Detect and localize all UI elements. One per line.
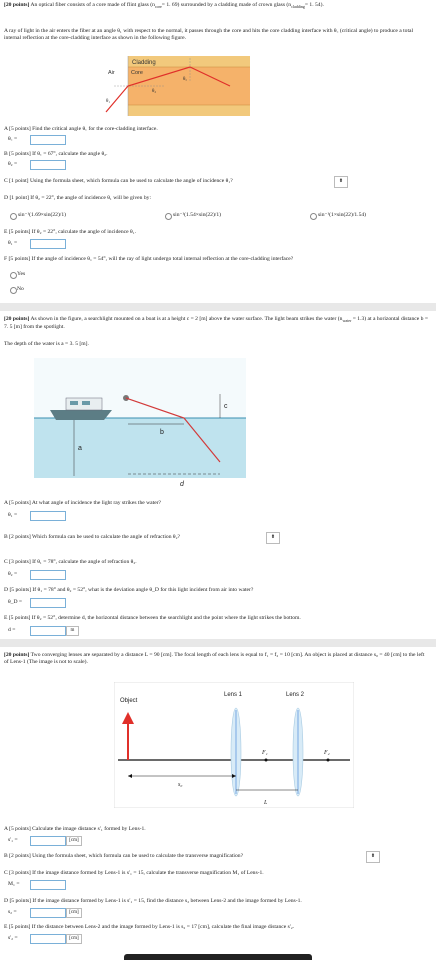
q1-e-input[interactable]: [30, 239, 66, 249]
q1-part-e: E [5 points] If θ₂ = 22°, calculate the angle of incidence θ₁.: [4, 229, 137, 235]
q1-d-option-3-radio[interactable]: [310, 213, 317, 220]
q3-d-label: s₂ =: [8, 909, 17, 915]
theta-2-label: θ₂: [152, 89, 157, 94]
q1-d-option-2: sin⁻¹(1.54×sin(22)/1): [173, 212, 222, 218]
q3-d-unit: [cm]: [66, 908, 82, 918]
q3-a-label: s'₁ =: [8, 837, 18, 843]
fiber-figure: [104, 56, 260, 120]
q2-d-label: θ_D =: [8, 599, 23, 605]
theta-c-label: θ꜀: [183, 77, 188, 82]
q1-part-b: B [5 points] If θ꜀ = 67°, calculate the angle θ₂.: [4, 151, 108, 157]
q1-d-option-1: sin⁻¹(1.69×sin(22)/1): [18, 212, 67, 218]
q2-part-d: D [5 points] If θ₁ = 78° and θ₂ = 52°, what is the deviation angle θ_D for this light incident from air into water?: [4, 587, 254, 593]
q3-part-b: B [2 points] Using the formula sheet, which formula can be used to calculate the transverse magnification?: [4, 853, 244, 859]
q3-e-label: s'₂ =: [8, 935, 18, 941]
f2-label: F₂: [324, 750, 330, 756]
q3-a-input[interactable]: [30, 836, 66, 846]
q3-d-input[interactable]: [30, 908, 66, 918]
q1-d-option-3: sin⁻¹(1×sin(22)/1.54): [318, 212, 367, 218]
q1-part-a: A [5 points] Find the critical angle θ꜀ for the core-cladding interface.: [4, 126, 158, 132]
q1-e-label: θ₁ =: [8, 240, 18, 246]
q2-e-unit: m: [66, 626, 79, 636]
q2-e-label: d =: [8, 627, 16, 633]
q3-e-input[interactable]: [30, 934, 66, 944]
bottom-bar: [124, 954, 312, 960]
q1-part-f: F [5 points] If the angle of incidence θ₁ = 54°, will the ray of light undergo total internal reflection at the core-cladding interface?: [4, 256, 294, 262]
q3-part-a: A [5 points] Calculate the image distance s'₁ formed by Lens-1.: [4, 826, 146, 832]
s0-label: s₀: [178, 782, 183, 788]
q3-part-d: D [5 points] If the image distance formed by Lens-1 is s'₁ = 15, find the distance s₂ between Lens-2 and the image formed by Lens-1.: [4, 898, 302, 904]
q1-part-d: D [1 point] If θ₂ = 22°, the angle of incidence θ₁ will be given by:: [4, 195, 151, 201]
lens-1-label: Lens 1: [224, 692, 243, 698]
q2-part-a: A [5 points] At what angle of incidence the light ray strikes the water?: [4, 500, 162, 506]
question-3: [0, 650, 436, 950]
label-d: d: [180, 481, 184, 488]
boat-figure: [34, 358, 246, 494]
q1-f-no-radio[interactable]: [10, 287, 17, 294]
label-c: c: [224, 403, 228, 410]
q1-d-option-2-radio[interactable]: [165, 213, 172, 220]
q2-b-select[interactable]: ⬍: [266, 532, 280, 544]
q3-c-label: M₁ =: [8, 881, 20, 887]
question-1: [0, 0, 436, 300]
label-a: a: [78, 445, 82, 452]
q3-e-unit: [cm]: [66, 934, 82, 944]
q3-part-c: C [3 points] If the image distance formed by Lens-1 is s'₁ = 15, calculate the transverse magnification M₁ of Lens-1.: [4, 870, 264, 876]
air-label: Air: [108, 70, 115, 76]
q3-c-input[interactable]: [30, 880, 66, 890]
q2-c-label: θ₂ =: [8, 571, 18, 577]
q2-part-e: E [5 points] If θ₂ = 52°, determine d, the horizontal distance between the searchlight and the point where the light strikes the bottom.: [4, 615, 301, 621]
label-b: b: [160, 429, 164, 436]
q2-part-b: B [2 points] Which formula can be used to calculate the angle of refraction θ₂?: [4, 534, 181, 540]
q1-f-yes: Yes: [17, 271, 26, 277]
q2-d-input[interactable]: [30, 598, 66, 608]
core-label: Core: [131, 70, 143, 76]
q1-intro: A ray of light in the air enters the fiber at an angle θ₁ with respect to the normal, it passes through the core and hits the core cladding interface with θ꜀ (critical angle) to produce a total internal reflection at the core-cladding interface as shown in the following figure.: [4, 28, 414, 41]
lens-2-label: Lens 2: [286, 692, 305, 698]
f1-label: F₁: [262, 750, 268, 756]
q3-header: [20 points] Two converging lenses are separated by a distance L = 90 [cm]. The focal length of each lens is equal to f₁ = f₂ = 10 [cm]. An object is placed at distance s₀ = 40 [cm] to the left of Lens-1 (The image is not to scale).: [4, 652, 425, 665]
theta-1-label: θ₁: [106, 99, 111, 104]
q1-header: [20 points] An optical fiber consists of a core made of flint glass ($n_{core}= 1$. 69) surrounded by a cladding made of crown glass ($n_{cladding}= 1$. 54).: [4, 2, 324, 10]
L-label: L: [264, 800, 268, 806]
q1-b-label: θ₂ =: [8, 161, 18, 167]
separator-2: [0, 639, 436, 647]
object-label: Object: [120, 698, 138, 704]
cladding-label: Cladding: [132, 60, 156, 66]
q1-a-label: θ꜀ =: [8, 136, 18, 142]
q2-a-label: θ₁ =: [8, 512, 18, 518]
q3-part-e: E [5 points] If the distance between Lens-2 and the image formed by Lens-1 is s₂ = 17 [cm], calculate the final image distance s'₂.: [4, 924, 295, 930]
q1-a-input[interactable]: [30, 135, 66, 145]
q3-b-select[interactable]: ⬍: [366, 851, 380, 863]
lens-figure: [114, 682, 354, 808]
q2-header: [20 points] As shown in the figure, a searchlight mounted on a boat is at a height c = 2 [m] above the water surface. The light beam strikes the water $(n_{water} = 1.3)$ at a horizontal distance b = 7. 5 [m] from the spotlight.: [4, 316, 429, 331]
separator-1: [0, 303, 436, 311]
q1-f-no: No: [17, 286, 24, 292]
q2-c-input[interactable]: [30, 570, 66, 580]
q1-d-option-1-radio[interactable]: [10, 213, 17, 220]
q2-a-input[interactable]: [30, 511, 66, 521]
q2-e-input[interactable]: [30, 626, 66, 636]
q3-a-unit: [cm]: [66, 836, 82, 846]
q1-part-c: C [1 point] Using the formula sheet, which formula can be used to calculate the angle of incidence θ₁?: [4, 178, 233, 184]
q2-depth: The depth of the water is a = 3. 5 [m].: [4, 341, 89, 347]
question-2: [0, 314, 436, 640]
q1-b-input[interactable]: [30, 160, 66, 170]
q2-part-c: C [3 points] If θ₁ = 78°, calculate the angle of refraction θ₂.: [4, 559, 137, 565]
q1-f-yes-radio[interactable]: [10, 272, 17, 279]
q1-c-select[interactable]: ⬍: [334, 176, 348, 188]
